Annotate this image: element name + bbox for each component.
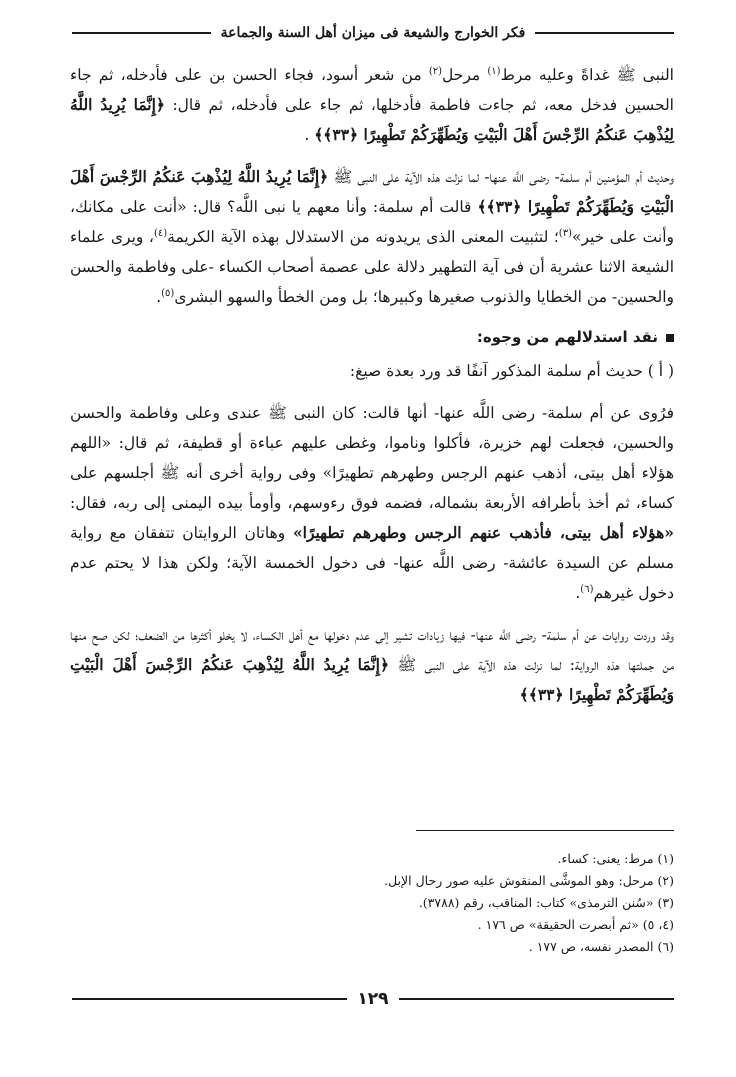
quran-verse: ﴿إِنَّمَا يُرِيدُ اللَّهُ لِيُذْهِبَ عَنكُمُ الرِّجْسَ أَهْلَ الْبَيْتِ وَيُطَهِّرَكُمْ تَطْهِيرًا ﴿٣٣﴾﴾	[70, 167, 674, 216]
footnote-1: (١) مرط: يعنى: كساء.	[557, 851, 674, 866]
header-rule-right	[535, 32, 674, 34]
footnote-2: (٢) مرحل: وهو الموشَّى المنقوش عليه صور رحال الإبل.	[384, 873, 674, 888]
footnote-ref-4: (٤)	[153, 227, 168, 239]
paragraph-1: النبى ﷺ غداةً وعليه مرط$^{(١)}$ مرحل$^{(٢)}$ من شعر أسود، فجاء الحسن بن على فأدخله، ثم جاء الحسين فدخل معه، ثم جاءت فاطمة فأدخلها، ثم جاء على فأدخله، ثم قال: ﴿إِنَّمَا يُرِيدُ اللَّهُ لِيُذْهِبَ عَنكُمُ الرِّجْسَ أَهْلَ الْبَيْتِ وَيُطَهِّرَكُمْ تَطْهِيرًا ﴿٣٣﴾﴾ .	[70, 65, 674, 144]
hadith-quote: «هؤلاء أهل بيتى، فأذهب عنهم الرجس وطهرهم تطهيرًا»	[292, 523, 674, 542]
running-header-title: فكر الخوارج والشيعة فى ميزان أهل السنة والجماعة	[220, 25, 526, 41]
running-header	[72, 20, 674, 46]
section-subheading: نقد استدلالهم من وجوه:	[70, 322, 674, 352]
footnote-3: (٣) «سُنن الترمذى» كتاب: المناقب، رقم (٣٧٨٨).	[418, 895, 674, 910]
footnote-separator	[416, 830, 674, 831]
footnote-ref-1: (١)	[487, 65, 501, 77]
footnote-ref-3: (٣)	[558, 227, 572, 239]
footnotes	[120, 848, 674, 958]
footnote-ref-6: (٦)	[580, 583, 594, 595]
square-bullet-icon	[666, 334, 674, 342]
body-text	[70, 60, 674, 710]
paragraph-4: وقد وردت روايات عن أم سلمة- رضى اللَّه عنها- فيها زيادات تشير إلى عدم دخولها مع أهل الكساء، لا يخلو أكثرها من الضعف؛ لكن صح منها من جملتها هذه الرواية: لما نزلت هذه الآية على النبى ﷺ ﴿إِنَّمَا يُرِيدُ اللَّهُ لِيُذْهِبَ عَنكُمُ الرِّجْسَ أَهْلَ الْبَيْتِ وَيُطَهِّرَكُمْ تَطْهِيرًا ﴿٣٣﴾﴾	[70, 626, 674, 704]
paragraph-3: فرُوى عن أم سلمة- رضى اللَّه عنها- أنها قالت: كان النبى ﷺ عندى وعلى وفاطمة والحسن والحسين، فجعلت لهم خزيرة، فأكلوا وناموا، وغطى عليهم عباءة أو قطيفة، ثم قال: «اللهم هؤلاء أهل بيتى، أذهب عنهم الرجس وطهرهم تطهيرًا» وفى رواية أخرى أنه ﷺ أجلسهم على كساء، ثم أخذ بأطرافه الأربعة بشماله، فضمه فوق رءوسهم، وأومأ بيده اليمنى إلى ربه، فقال: «هؤلاء أهل بيتى، فأذهب عنهم الرجس وطهرهم تطهيرًا» وهاتان الروايتان تتفقان مع رواية مسلم عن السيدة عائشة- رضى اللَّه عنها- فى دخول الخمسة الآية؛ ولكن هذا لا يحتم عدم دخول غيرهم$^{(٦)}$.	[70, 404, 674, 602]
footer-rule-left	[72, 998, 347, 1000]
paragraph-2: وحديث أم المؤمنين أم سلمة- رضى اللَّه عنها- لما نزلت هذه الآية على النبى ﷺ ﴿إِنَّمَا يُرِيدُ اللَّهُ لِيُذْهِبَ عَنكُمُ الرِّجْسَ أَهْلَ الْبَيْتِ وَيُطَهِّرَكُمْ تَطْهِيرًا ﴿٣٣﴾﴾ قالت أم سلمة: وأنا معهم يا نبى اللَّه؟ قال: «أنت على مكانك، وأنت على خير»$^{(٣)}$؛ لتثبيت المعنى الذى يريدونه من الاستدلال بهذه الآية الكريمة$^{(٤)}$، ويرى علماء الشيعة الاثنا عشرية أن فى آية التطهير دلالة على عصمة أصحاب الكساء -على وفاطمة والحسن والحسين- من الخطايا والذنوب صغيرها وكبيرها؛ بل ومن الخطأ والسهو البشرى$^{(٥)}$.	[70, 167, 674, 306]
footnote-6: (٦) المصدر نفسه، ص ١٧٧ .	[528, 939, 674, 954]
page-footer	[72, 988, 674, 1010]
footnote-ref-5: (٥)	[161, 287, 175, 299]
footer-rule-right	[399, 998, 674, 1000]
quran-verse: ﴿إِنَّمَا يُرِيدُ اللَّهُ لِيُذْهِبَ عَنكُمُ الرِّجْسَ أَهْلَ الْبَيْتِ وَيُطَهِّرَكُمْ تَطْهِيرًا ﴿٣٣﴾﴾	[70, 655, 674, 704]
list-item-a: ( أ ) حديث أم سلمة المذكور آنفًا قد ورد بعدة صيغ:	[349, 362, 674, 380]
footnote-ref-2: (٢)	[428, 65, 443, 77]
page-number: ١٢٩	[357, 989, 389, 1009]
header-rule-left	[72, 32, 211, 34]
quran-verse: ﴿إِنَّمَا يُرِيدُ اللَّهُ لِيُذْهِبَ عَنكُمُ الرِّجْسَ أَهْلَ الْبَيْتِ وَيُطَهِّرَكُمْ تَطْهِيرًا ﴿٣٣﴾﴾	[70, 95, 674, 144]
footnote-4-5: (٤، ٥) «ثم أبصرت الحقيقة» ص ١٧٦ .	[477, 917, 674, 932]
